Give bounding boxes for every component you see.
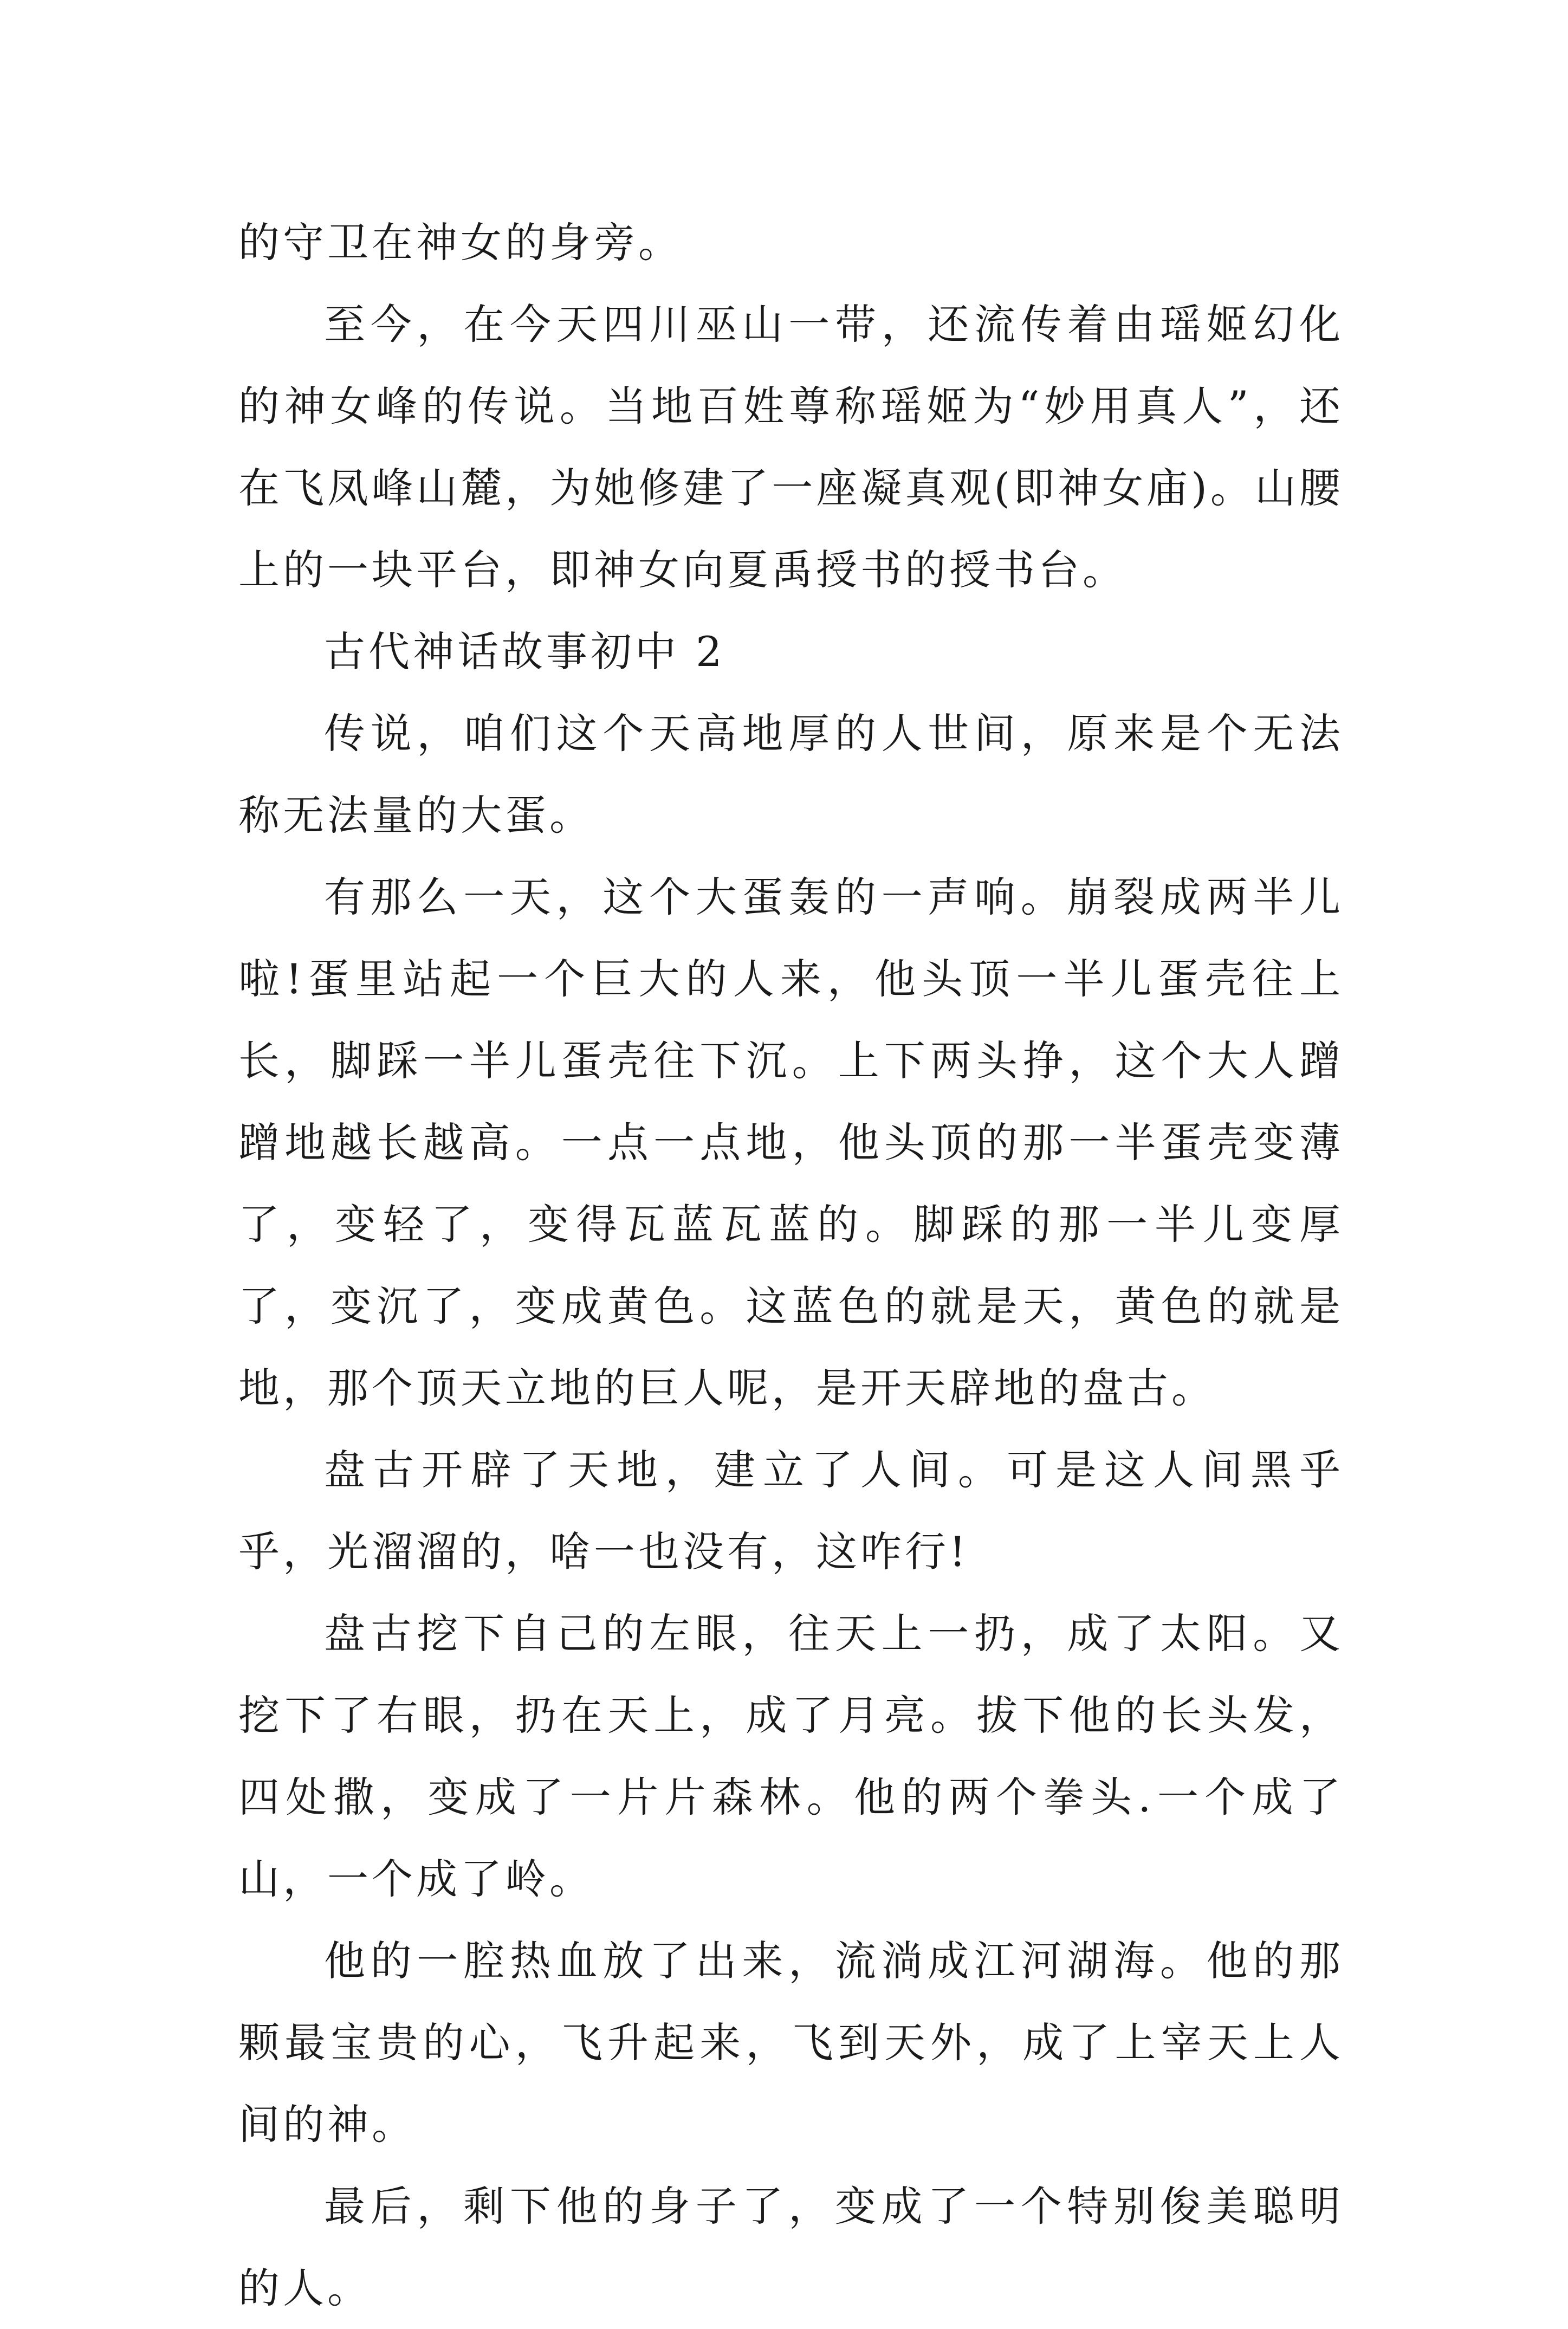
paragraph-continuation: 的守卫在神女的身旁。 bbox=[238, 218, 683, 267]
paragraph-egg-cracks: 有那么一天，这个大蛋轰的一声响。崩裂成两半儿啦!蛋里站起一个巨大的人来，他头顶一半儿蛋壳往上长，脚踩一半儿蛋壳往下沉。上下两头挣，这个大人蹭蹭地越长越高。一点一点地，他头顶的那一半蛋壳变薄了，变轻了，变得瓦蓝瓦蓝的。脚踩的那一半儿变厚了，变沉了，变成黄色。这蓝色的就是天，黄色的就是地，那个顶天立地的巨人呢，是开天辟地的盘古。 bbox=[238, 873, 1344, 1412]
document-body bbox=[238, 202, 1344, 2329]
paragraph-last-body: 最后，剩下他的身子了，变成了一个特别俊美聪明的人。 bbox=[238, 2182, 1344, 2312]
paragraph-legend-intro: 传说，咱们这个天高地厚的人世间，原来是个无法称无法量的大蛋。 bbox=[238, 709, 1344, 839]
paragraph-sun-moon: 盘古挖下自己的左眼，往天上一扔，成了太阳。又挖下了右眼，扔在天上，成了月亮。拔下他的长头发，四处撒，变成了一片片森林。他的两个拳头.一个成了山，一个成了岭。 bbox=[238, 1609, 1344, 1903]
section-heading: 古代神话故事初中 2 bbox=[324, 627, 725, 676]
paragraph-rivers: 他的一腔热血放了出来，流淌成江河湖海。他的那颗最宝贵的心，飞升起来，飞到天外，成了上宰天上人间的神。 bbox=[238, 1937, 1344, 2149]
paragraph-world-dark: 盘古开辟了天地，建立了人间。可是这人间黑乎乎，光溜溜的，啥一也没有，这咋行! bbox=[238, 1446, 1344, 1576]
paragraph-shennv-feng: 至今，在今天四川巫山一带，还流传着由瑶姬幻化的神女峰的传说。当地百姓尊称瑶姬为“妙用真人”，还在飞凤峰山麓，为她修建了一座凝真观(即神女庙)。山腰上的一块平台，即神女向夏禹授书的授书台。 bbox=[238, 300, 1344, 594]
